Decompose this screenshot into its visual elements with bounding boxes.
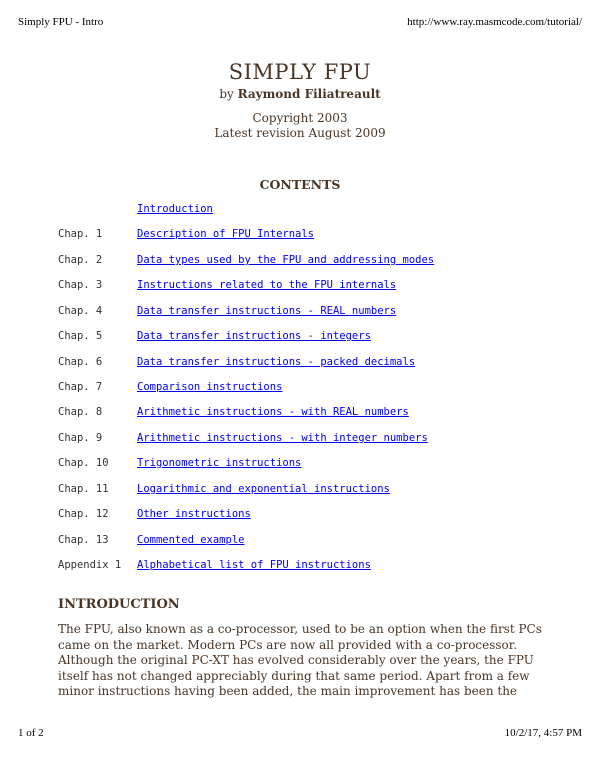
intro-line: came on the market. Modern PCs are now all provided with a co-processor. (58, 637, 518, 652)
page-header-url: http://www.ray.masmcode.com/tutorial/ (407, 16, 582, 28)
toc-chapter-label: Chap. 4 (58, 305, 103, 317)
toc-link-introduction[interactable]: Introduction (137, 203, 213, 215)
toc-link-chap-7[interactable]: Comparison instructions (137, 381, 283, 393)
toc-link-chap-8[interactable]: Arithmetic instructions - with REAL numbers (137, 406, 409, 418)
toc-chapter-label: Chap. 5 (58, 330, 103, 342)
toc-chapter-label: Chap. 12 (58, 508, 109, 520)
author-name: Raymond Filiatreault (237, 87, 381, 101)
toc-link-chap-6[interactable]: Data transfer instructions - packed decimals (137, 356, 416, 368)
toc-chapter-label: Chap. 10 (58, 457, 109, 469)
toc-link-chap-10[interactable]: Trigonometric instructions (137, 457, 302, 469)
toc-chapter-label: Chap. 11 (58, 483, 109, 495)
intro-line: itself has not changed appreciably during that same period. Apart from a few (58, 668, 530, 683)
by-prefix: by (219, 87, 234, 101)
toc-chapter-label: Chap. 13 (58, 534, 109, 546)
intro-line: minor instructions having been added, the main improvement has been the (58, 684, 518, 699)
toc-chapter-label: Chap. 3 (58, 279, 103, 291)
byline (0, 87, 600, 101)
revision-line: Latest revision August 2009 (214, 126, 386, 140)
toc-link-appendix-1[interactable]: Alphabetical list of FPU instructions (137, 559, 371, 571)
introduction-heading: INTRODUCTION (58, 597, 180, 612)
print-timestamp: 10/2/17, 4:57 PM (504, 727, 582, 739)
intro-line: The FPU, also known as a co-processor, used to be an option when the first PCs (58, 622, 542, 636)
toc-link-chap-3[interactable]: Instructions related to the FPU internals (137, 279, 397, 291)
toc-link-chap-5[interactable]: Data transfer instructions - integers (137, 330, 371, 342)
toc-chapter-label: Chap. 6 (58, 356, 103, 368)
toc-link-chap-12[interactable]: Other instructions (137, 508, 251, 520)
toc-chapter-label: Chap. 9 (58, 432, 103, 444)
copyright-line: Copyright 2003 (252, 111, 348, 125)
toc-chapter-label: Chap. 1 (58, 228, 103, 240)
toc-chapter-label: Chap. 2 (58, 254, 103, 266)
contents-heading: CONTENTS (259, 177, 341, 192)
toc-link-chap-9[interactable]: Arithmetic instructions - with integer numbers (137, 432, 428, 444)
page-header-title: Simply FPU - Intro (18, 16, 104, 28)
toc-link-chap-13[interactable]: Commented example (137, 534, 245, 546)
document-title: SIMPLY FPU (228, 60, 372, 84)
toc-chapter-label: Chap. 7 (58, 381, 103, 393)
toc-chapter-label: Chap. 8 (58, 406, 103, 418)
page-count: 1 of 2 (18, 727, 44, 739)
toc-chapter-label: Appendix 1 (58, 559, 122, 571)
toc-link-chap-4[interactable]: Data transfer instructions - REAL numbers (137, 305, 397, 317)
toc-link-chap-11[interactable]: Logarithmic and exponential instructions (137, 483, 390, 495)
toc-link-chap-2[interactable]: Data types used by the FPU and addressing modes (137, 254, 435, 266)
toc-link-chap-1[interactable]: Description of FPU Internals (137, 228, 315, 240)
introduction-paragraph (58, 622, 568, 700)
intro-line: Although the original PC-XT has evolved considerably over the years, the FPU (58, 653, 534, 668)
copyright-block (0, 111, 600, 141)
